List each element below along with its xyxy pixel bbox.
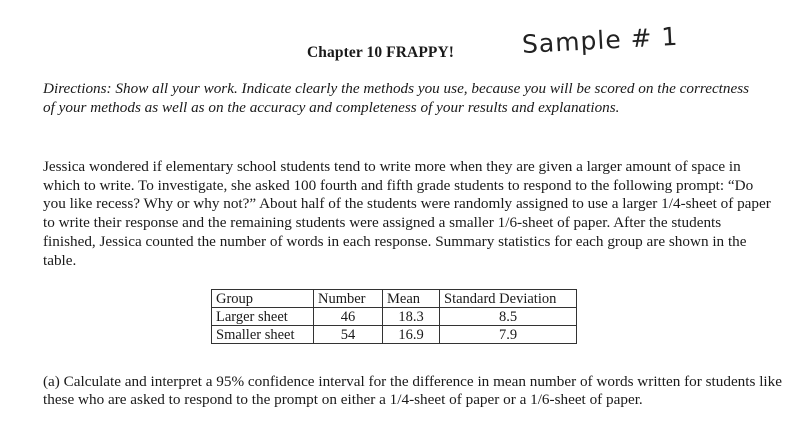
handwritten-sample-label: Sample # 1 <box>521 21 680 59</box>
cell-standard-deviation: 7.9 <box>440 326 577 344</box>
table-header-row <box>212 290 577 308</box>
cell-group: Larger sheet <box>212 308 314 326</box>
cell-group: Smaller sheet <box>212 326 314 344</box>
problem-intro-paragraph: Jessica wondered if elementary school students tend to write more when they are given a larger amount of space in which to write. To investigate, she asked 100 fourth and fifth grade students to respond to the following prompt: “Do you like recess? Why or why not?” About half of the students were randomly assigned to use a larger 1/4-sheet of paper to write their response and the remaining students were assigned a smaller 1/6-sheet of paper. After the students finished, Jessica counted the number of words in each response. Summary statistics for each group are shown in the table. <box>43 158 771 269</box>
cell-standard-deviation: 8.5 <box>440 308 577 326</box>
header-group: Group <box>212 290 314 308</box>
header-number: Number <box>314 290 383 308</box>
table-row <box>212 326 577 344</box>
summary-statistics-table-wrap <box>211 289 577 344</box>
cell-number: 54 <box>314 326 383 344</box>
directions-paragraph: Directions: Show all your work. Indicate clearly the methods you use, because you will be scored on the correctness of your methods as well as on the accuracy and completeness of your results and explanations. <box>43 80 750 116</box>
cell-number: 46 <box>314 308 383 326</box>
summary-statistics-table <box>211 289 577 344</box>
question-part-a: (a) Calculate and interpret a 95% confidence interval for the difference in mean number of words written for students like these who are asked to respond to the prompt on either a 1/4-sheet of paper or a 1/6-sheet of paper. <box>43 373 782 408</box>
title-row <box>0 21 807 70</box>
cell-mean: 18.3 <box>383 308 440 326</box>
header-standard-deviation: Standard Deviation <box>440 290 577 308</box>
cell-mean: 16.9 <box>383 326 440 344</box>
chapter-title: Chapter 10 FRAPPY! <box>307 44 455 61</box>
table-row <box>212 308 577 326</box>
header-mean: Mean <box>383 290 440 308</box>
